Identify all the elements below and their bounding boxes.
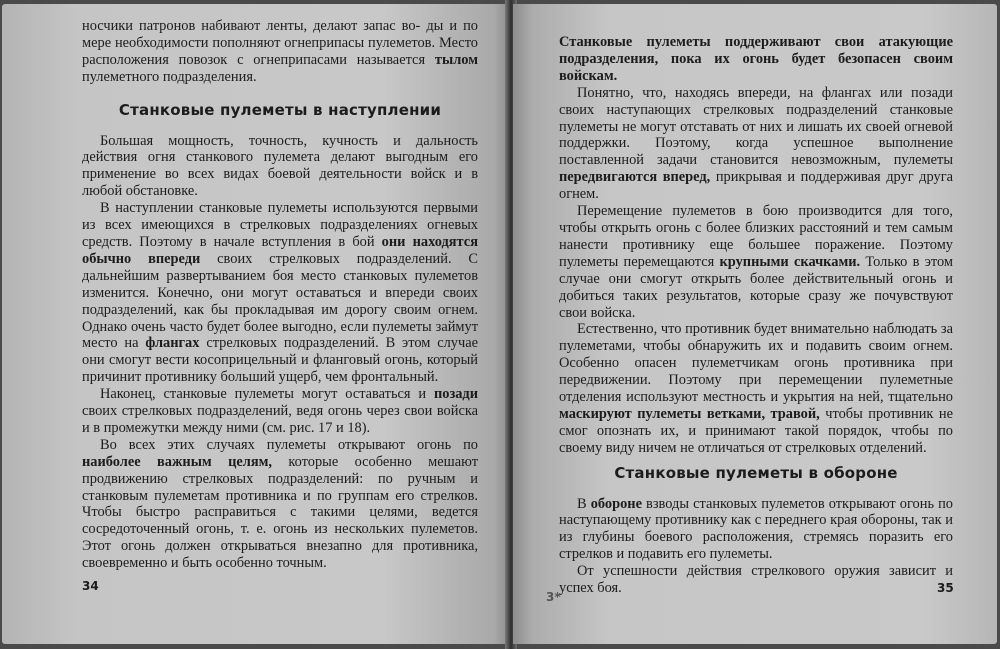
text-run: В наступлении станковые пулеметы используются первыми из всех имеющихся в стрелковых подразделениях огневых средств. Поэтому в начале вступления в бой (82, 200, 478, 250)
page-number-right: 35 (937, 581, 954, 595)
text-run: Наконец, станковые пулеметы могут оставаться и (100, 386, 434, 403)
offense-paragraph-2 (82, 200, 478, 386)
bold-run: флангах (145, 335, 200, 352)
support-paragraph (559, 34, 953, 85)
bold-run: они находятся обычно впереди (82, 233, 478, 267)
text-run: Естественно, что противник будет внимательно наблюдать за пулеметами, чтобы обнаружить их и подавить своим огнем. Особенно опасен пулеметчикам огонь противника при передвижении. Поэтому при перемещении пулеметные отделения используют местность и укрытия на ней, тщательно (559, 321, 953, 406)
bold-run: маскируют пулеметы ветками, травой, (559, 405, 820, 422)
bold-run: передвигаются вперед, (559, 169, 711, 186)
left-page (2, 4, 509, 644)
text-run: чтобы противник не смог опознать их, и принимают такой порядок, чтобы по своему виду ничем не отличаться от стрелковых отделений. (559, 405, 953, 456)
movement-paragraph (559, 203, 953, 321)
bold-run: Станковые пулеметы поддерживают свои атакующие подразделения, пока их огонь будет безопасен своим войскам. (559, 34, 953, 84)
section-heading-offense: Станковые пулеметы в наступлении (118, 100, 442, 119)
bold-run: наиболее важным целям, (82, 453, 273, 470)
defense-paragraph-2: От успешности действия стрелкового оружия зависит и успех боя. (559, 563, 953, 597)
text-run: своих стрелковых подразделений, ведя огонь через свои войска и в промежутки между ними (см. рис. 17 и 18). (82, 403, 478, 436)
right-page-text (559, 34, 953, 597)
section-heading-defense: Станковые пулеметы в обороне (614, 463, 898, 482)
left-page-text (82, 18, 478, 572)
bold-run: позади (433, 386, 478, 403)
text-run: которые особенно мешают продвижению стрелковых подразделений: по ручным и станковым пулеметам противника и по группам его стрелков. Чтобы быстро расправиться с такими целями, ведется сосредоточенный огонь, т. е. огонь из нескольких пулеметов. Этот огонь должен открываться внезапно для противника, своевременно и быть особенно точным. (82, 453, 478, 572)
text-run: Понятно, что, находясь впереди, на флангах или позади своих наступающих стрелковых подразделений станковые пулеметы не могут отставать от них и лишать их своей огневой поддержки. Поэтому, когда успешное выполнение поставленной задачи становится невозможным, пулеметы (559, 84, 953, 169)
offense-paragraph-3 (82, 386, 478, 437)
text-run: Во всех этих случаях пулеметы открывают огонь по (100, 436, 478, 453)
page-number-left: 34 (82, 579, 99, 593)
intro-bold-term: тылом (434, 51, 478, 68)
text-run: В (577, 495, 591, 512)
text-run: стрелковых подразделений. В этом случае они смогут вести косоприцельный и фланговый огонь, который причинит противнику больший ущерб, чем фронтальный. (82, 335, 478, 386)
offense-paragraph-1: Большая мощность, точность, кучность и дальность действия огня станкового пулемета делают выгодным его применение во всех видах боевой деятельности войск и в любой обстановке. (82, 132, 478, 200)
intro-tail: пулеметного подразделения. (82, 68, 257, 85)
right-page (513, 4, 997, 644)
defense-paragraph-1 (559, 496, 953, 564)
camouflage-paragraph (559, 321, 953, 456)
intro-paragraph (82, 18, 478, 86)
intro-line-1: носчики патронов набивают ленты, делают запас во- (82, 18, 421, 34)
advance-paragraph (559, 85, 953, 203)
text-run: Перемещение пулеметов в бою производится для того, чтобы открыть огонь с более близких расстояний и тем самым нанести противнику еще большее поражение. Поэтому пулеметы перемещаются (559, 203, 953, 270)
intro-text: ды и по мере необходимости пополняют огнеприпасы пулеметов. Место расположения повозок с огнеприпасами называется (82, 18, 478, 68)
offense-paragraph-4 (82, 437, 478, 572)
text-run: взводы станковых пулеметов открывают огонь по наступающему противнику как с переднего края обороны, так и из глубины боевого расположения, стремясь поразить его стрелков и подавить его пулеметы. (559, 495, 953, 563)
text-run: Только в этом случае они смогут открыть более действительный огонь и добиться таких результатов, которые сразу же почувствуют свои войска. (559, 253, 953, 321)
text-run: своих стрелковых подразделений. С дальнейшим развертыванием боя место станковых пулеметов изменится. Конечно, они могут оставаться и впереди своих подразделений, как бы прокладывая им дорогу своим огнем. Однако очень часто будет более выгодно, если пулеметы займут место на (82, 250, 478, 352)
text-run: прикрывая и поддерживая друг друга огнем. (559, 169, 953, 203)
bold-run: обороне (590, 495, 642, 512)
bold-run: крупными скачками. (719, 253, 861, 270)
signature-mark: 3* (546, 590, 561, 604)
